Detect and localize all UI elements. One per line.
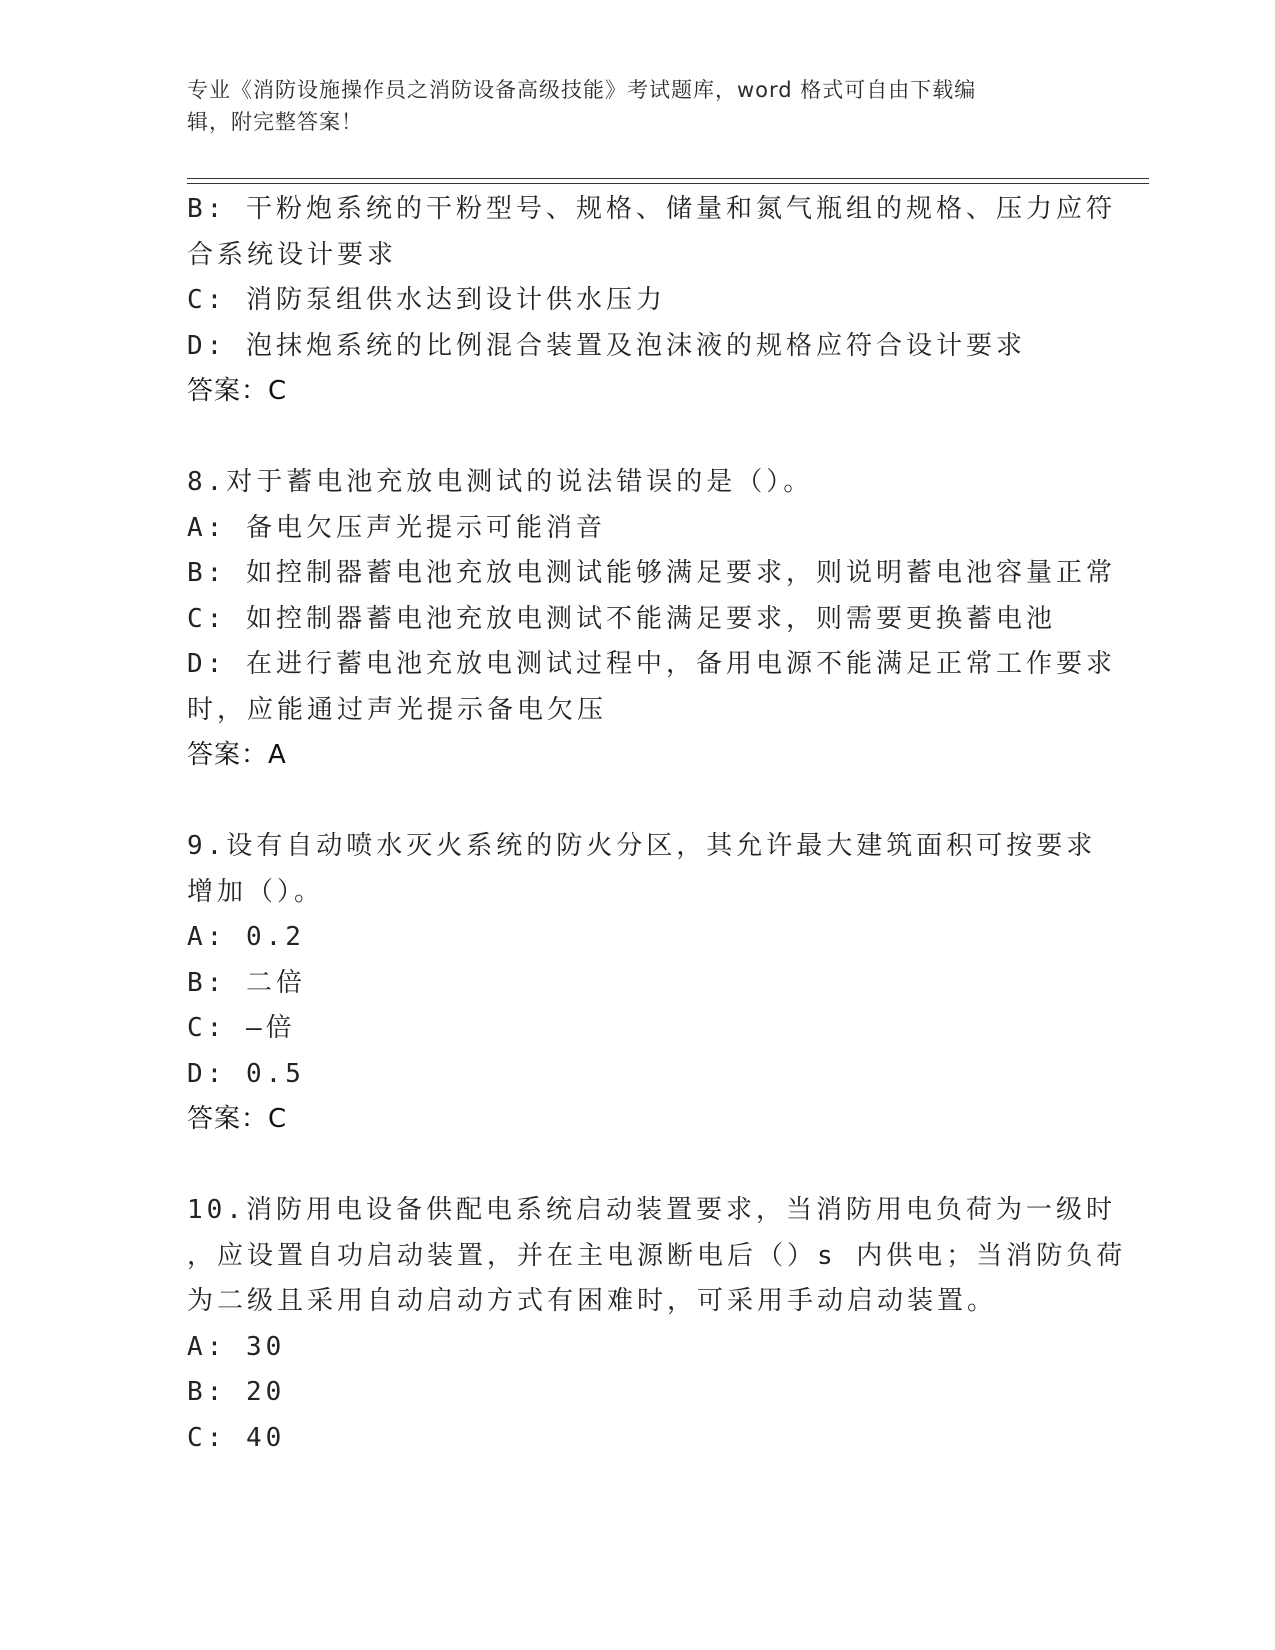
question-10 — [187, 1188, 1127, 1461]
q10-stem-line-3: 为二级且采用自动启动方式有困难时，可采用手动启动装置。 — [187, 1286, 998, 1316]
spacer — [187, 1143, 1087, 1189]
question-7 — [187, 187, 1116, 415]
document-header — [187, 74, 1087, 138]
q8-stem: 8.对于蓄电池充放电测试的说法错误的是（）。 — [187, 467, 814, 497]
q10-option-a: A: 30 — [187, 1331, 286, 1362]
q9-option-c: C: —倍 — [187, 1013, 296, 1043]
q8-option-d-line-1: D: 在进行蓄电池充放电测试过程中，备用电源不能满足正常工作要求 — [187, 649, 1116, 679]
q9-stem-line-2: 增加（）。 — [187, 876, 325, 907]
q7-answer: 答案：C — [187, 376, 288, 406]
q9-stem-line-1: 9.设有自动喷水灭火系统的防火分区，其允许最大建筑面积可按要求 — [187, 831, 1097, 861]
q7-option-b-line-2: 合系统设计要求 — [187, 239, 398, 270]
header-line-2: 辑，附完整答案！ — [187, 110, 363, 134]
q7-option-d: D: 泡抹炮系统的比例混合装置及泡沫液的规格应符合设计要求 — [187, 330, 1026, 361]
q9-answer: 答案：C — [187, 1104, 288, 1134]
q9-option-d: D: 0.5 — [187, 1058, 305, 1089]
q10-option-b: B: 20 — [187, 1377, 286, 1407]
q9-option-b: B: 二倍 — [187, 967, 306, 998]
question-9 — [187, 824, 1097, 1143]
q8-option-d-line-2: 时，应能通过声光提示备电欠压 — [187, 694, 608, 725]
header-divider-top — [187, 178, 1149, 179]
question-8 — [187, 460, 1116, 779]
q8-answer: 答案：A — [187, 740, 287, 770]
q10-stem-line-1: 10.消防用电设备供配电系统启动装置要求，当消防用电负荷为一级时 — [187, 1195, 1116, 1225]
q8-option-c: C: 如控制器蓄电池充放电测试不能满足要求，则需要更换蓄电池 — [187, 603, 1056, 634]
q8-option-b: B: 如控制器蓄电池充放电测试能够满足要求，则说明蓄电池容量正常 — [187, 558, 1116, 588]
q8-option-a: A: 备电欠压声光提示可能消音 — [187, 512, 606, 543]
q7-option-c: C: 消防泵组供水达到设计供水压力 — [187, 285, 666, 315]
question-list — [187, 187, 1127, 1461]
spacer — [187, 415, 1087, 461]
q10-option-c: C: 40 — [187, 1422, 286, 1453]
header-divider-bottom — [187, 183, 1149, 184]
q7-option-b-line-1: B: 干粉炮系统的干粉型号、规格、储量和氮气瓶组的规格、压力应符 — [187, 194, 1116, 224]
q10-stem-line-2: ，应设置自功启动装置，并在主电源断电后（）s 内供电；当消防负荷 — [187, 1240, 1127, 1271]
spacer — [187, 779, 1087, 825]
header-line-1: 专业《消防设施操作员之消防设备高级技能》考试题库，word 格式可自由下载编 — [187, 78, 977, 102]
q9-option-a: A: 0.2 — [187, 922, 305, 952]
